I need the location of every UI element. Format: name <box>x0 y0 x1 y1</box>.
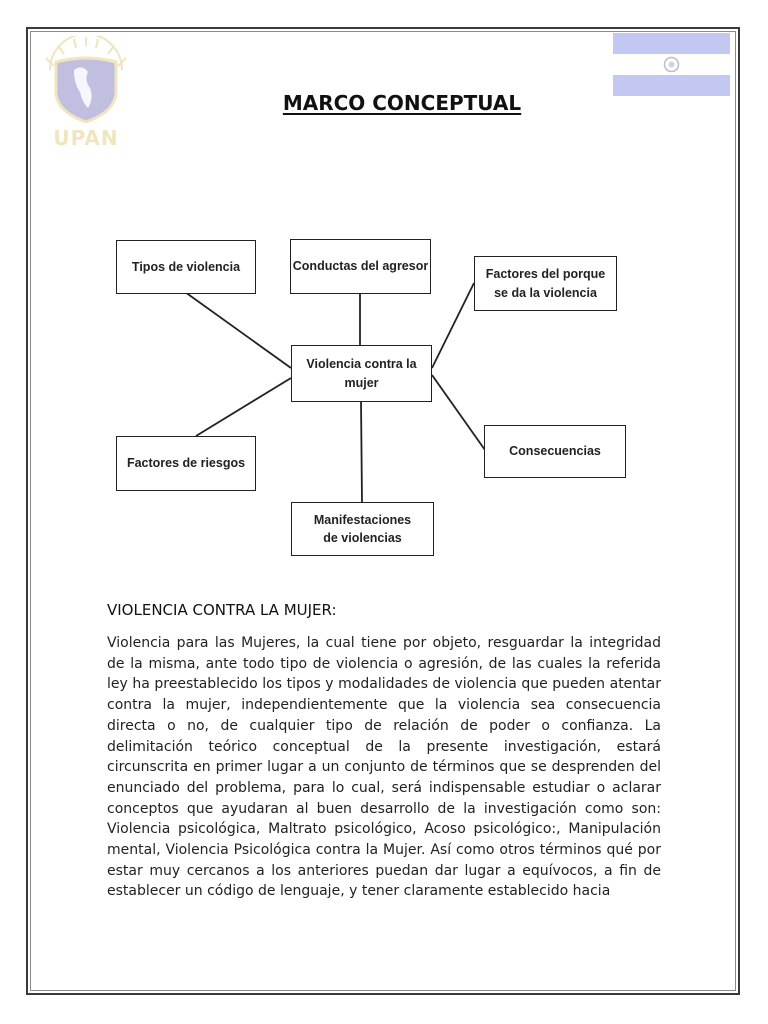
node-consecuencias <box>484 425 626 478</box>
node-factores-del-porque <box>474 256 617 311</box>
el-salvador-flag-icon <box>613 33 730 96</box>
node-label: Factores del porque se da la violencia <box>485 267 606 300</box>
node-tipos-de-violencia <box>116 240 256 294</box>
page-title: MARCO CONCEPTUAL <box>282 91 522 115</box>
body-paragraph: Violencia para las Mujeres, la cual tiene por objeto, resguardar la integridad de la misma, ante todo tipo de violencia o agresión, de las cuales la referida ley ha preestablecido los tipos y modalidades de violencia que pueden atentar contra la mujer, independientemente que la violencia sea consecuencia directa o no, de cualquier tipo de relación de poder o confianza. La delimitación teórico conceptual de la presente investigación, estará circunscrita en primer lugar a un conjunto de términos que se desprenden del enunciado del problema, para lo cual, será indispensable estudiar o aclarar conceptos que ayudaran al buen desarrollo de la investigación como son: Violencia psicológica, Maltrato psicológico, Acoso psicológico:, Manipulación mental, Violencia Psicológica contra la Mujer. Así como otros términos qué por estar muy cercanos a los anteriores puedan dar lugar a equívocos, a fin de establecer un código de lenguaje, y tener claramente establecido hacia <box>107 635 661 900</box>
node-conductas-del-agresor <box>290 239 431 294</box>
node-label: Tipos de violencia <box>131 259 241 274</box>
node-label: Factores de riesgos <box>126 456 246 471</box>
node-label: Consecuencias <box>509 444 601 459</box>
node-violencia-contra-la-mujer <box>291 345 432 402</box>
node-factores-de-riesgos <box>116 436 256 491</box>
node-manifestaciones-de-violencias <box>291 502 434 556</box>
node-label: Manifestaciones de violencias <box>313 512 412 545</box>
node-label: Conductas del agresor <box>292 259 429 274</box>
upan-logo-text: UPAN <box>53 126 119 150</box>
section-heading: VIOLENCIA CONTRA LA MUJER: <box>107 601 337 619</box>
node-label: Violencia contra la mujer <box>306 357 417 390</box>
